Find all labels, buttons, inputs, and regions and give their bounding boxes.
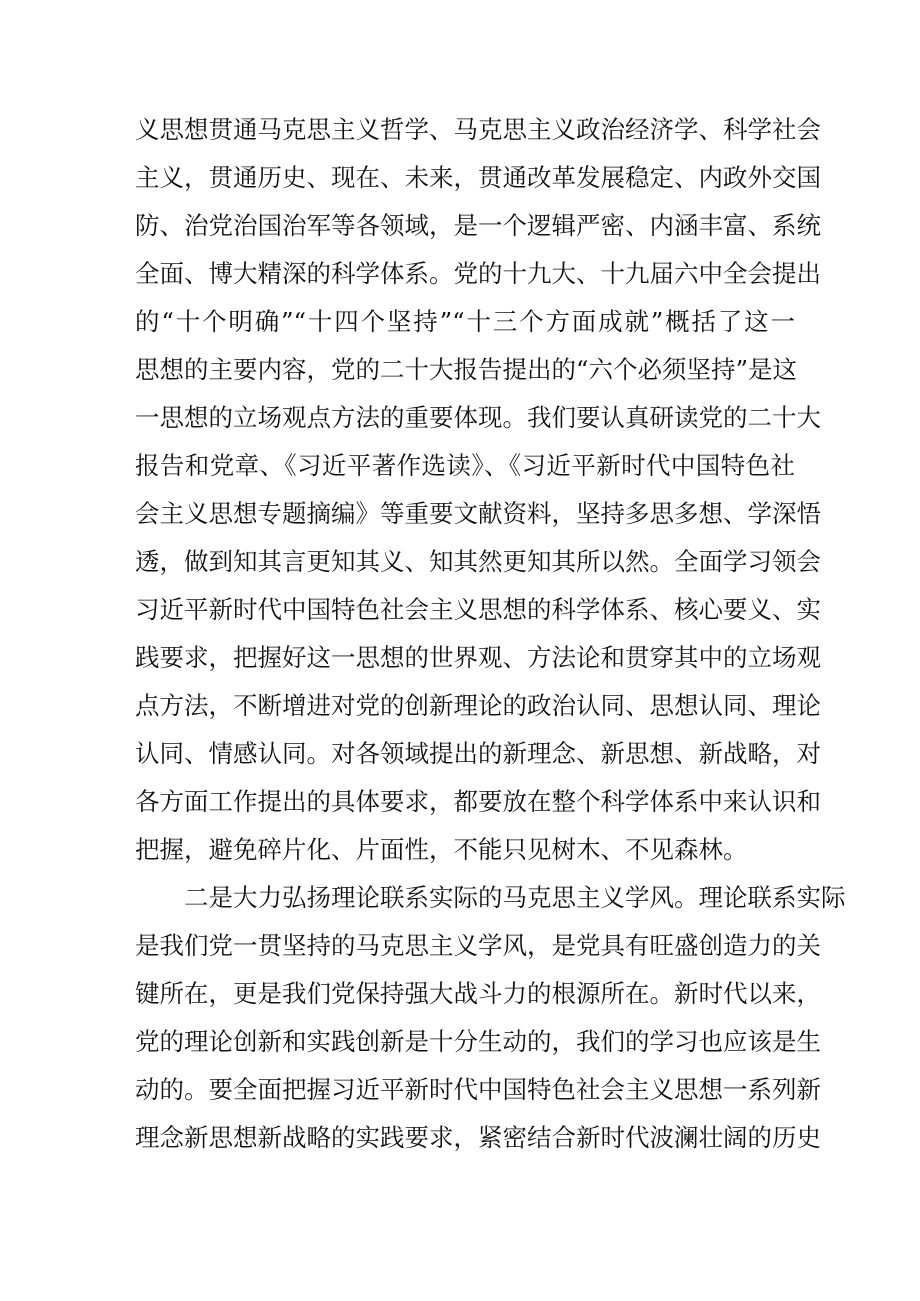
text-line: 报告和党章、《习近平著作选读》、《习近平新时代中国特色社 — [135, 451, 795, 480]
text-line: 防、治党治国治军等各领域，是一个逻辑严密、内涵丰富、系统 — [135, 211, 821, 240]
text-line: 各方面工作提出的具体要求，都要放在整个科学体系中来认识和 — [135, 787, 821, 816]
text-line: 透，做到知其言更知其义、知其然更知其所以然。全面学习领会 — [135, 547, 821, 576]
paragraph-2 — [135, 874, 846, 1162]
text-line: 理念新思想新战略的实践要求，紧密结合新时代波澜壮阔的历史 — [135, 1123, 821, 1152]
text-line: 义思想贯通马克思主义哲学、马克思主义政治经济学、科学社会 — [135, 115, 821, 144]
text-line: 的“十个明确”“十四个坚持”“十三个方面成就”概括了这一 — [135, 307, 795, 336]
text-line: 动的。要全面把握习近平新时代中国特色社会主义思想一系列新 — [135, 1075, 821, 1104]
text-line: 点方法，不断增进对党的创新理论的政治认同、思想认同、理论 — [135, 691, 821, 720]
text-line: 二是大力弘扬理论联系实际的马克思主义学风。理论联系实际 — [184, 883, 846, 912]
text-line: 党的理论创新和实践创新是十分生动的，我们的学习也应该是生 — [135, 1027, 821, 1056]
text-line: 键所在，更是我们党保持强大战斗力的根源所在。新时代以来， — [135, 979, 821, 1008]
text-line: 思想的主要内容，党的二十大报告提出的“六个必须坚持”是这 — [135, 355, 798, 384]
text-line: 把握，避免碎片化、片面性，不能只见树木、不见森林。 — [135, 835, 748, 864]
text-line: 会主义思想专题摘编》等重要文献资料，坚持多思多想、学深悟 — [135, 499, 821, 528]
text-line: 认同、情感认同。对各领域提出的新理念、新思想、新战略，对 — [135, 739, 821, 768]
text-line: 是我们党一贯坚持的马克思主义学风，是党具有旺盛创造力的关 — [135, 931, 821, 960]
text-line: 主义，贯通历史、现在、未来，贯通改革发展稳定、内政外交国 — [135, 163, 821, 192]
text-line: 全面、博大精深的科学体系。党的十九大、十九届六中全会提出 — [135, 259, 821, 288]
text-line: 一思想的立场观点方法的重要体现。我们要认真研读党的二十大 — [135, 403, 821, 432]
paragraph-1 — [135, 106, 821, 874]
text-line: 践要求，把握好这一思想的世界观、方法论和贯穿其中的立场观 — [135, 643, 821, 672]
text-line: 习近平新时代中国特色社会主义思想的科学体系、核心要义、实 — [135, 595, 821, 624]
